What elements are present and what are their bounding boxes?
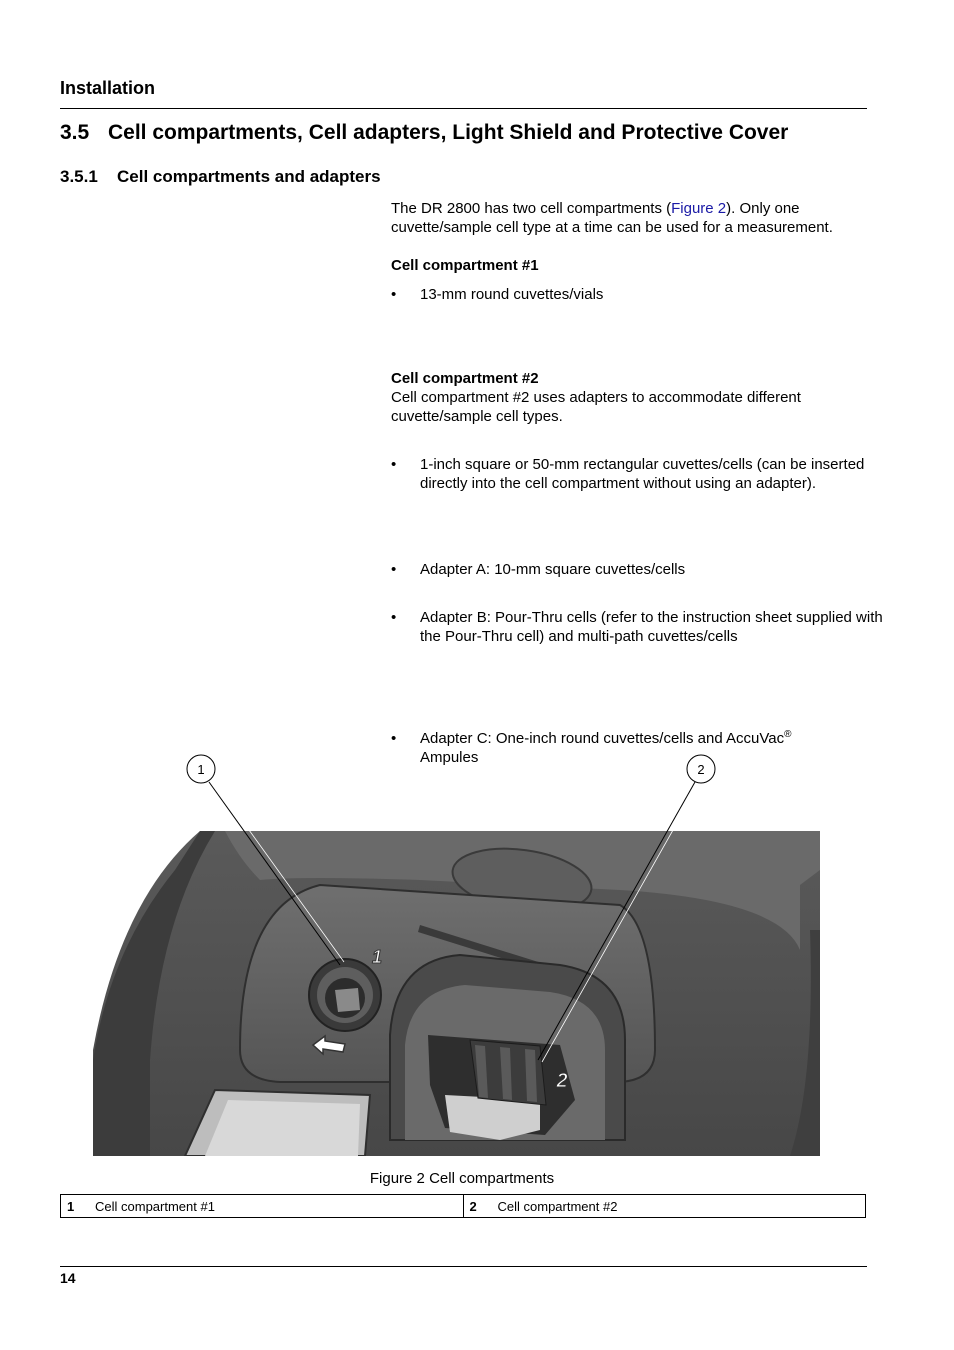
legend-cell xyxy=(61,1195,464,1218)
list-item-text: 1-inch square or 50-mm rectangular cuvettes/cells (can be inserted directly into the cell compartment without using an adapter). xyxy=(420,456,865,492)
heading-3-5-number: 3.5 xyxy=(60,121,90,144)
compartment1-heading: Cell compartment #1 xyxy=(391,257,539,274)
figure-caption: Figure 2 Cell compartments xyxy=(369,1170,555,1187)
bullet-dot: • xyxy=(391,286,397,303)
compartment2-description: Cell compartment #2 uses adapters to accommodate different cuvette/sample cell types. xyxy=(391,389,801,425)
running-header: Installation xyxy=(60,78,156,98)
compartment2-heading: Cell compartment #2 xyxy=(391,370,539,387)
figure-2-link[interactable]: Figure 2 xyxy=(671,200,727,217)
list-item-text: Adapter A: 10-mm square cuvettes/cells xyxy=(420,561,686,578)
callout-2 xyxy=(687,755,715,783)
bullet-dot: • xyxy=(391,730,397,747)
legend-text: Cell compartment #1 xyxy=(95,1198,215,1214)
bullet-dot: • xyxy=(391,609,397,626)
legend-number: 2 xyxy=(469,1198,477,1214)
callout-1 xyxy=(187,755,215,783)
registered-mark: ® xyxy=(784,729,792,740)
intro-text-before: The DR 2800 has two cell compartments ( xyxy=(391,200,672,217)
legend-text: Cell compartment #2 xyxy=(497,1198,618,1214)
callout-1-label: 1 xyxy=(197,762,205,777)
heading-3-5-title: Cell compartments, Cell adapters, Light Shield and Protective Cover xyxy=(108,121,789,144)
legend-number: 1 xyxy=(67,1198,75,1214)
figure-legend-table xyxy=(60,1194,866,1218)
instrument-photo xyxy=(93,831,820,1156)
bullet-dot: • xyxy=(391,456,397,473)
device-label-1: 1 xyxy=(371,947,383,967)
intro-text-after: ). Only one cuvette/sample cell type at a time can be used for a measurement. xyxy=(391,200,833,236)
heading-3-5-1-title: Cell compartments and adapters xyxy=(117,167,381,186)
heading-3-5-1-number: 3.5.1 xyxy=(60,167,98,186)
legend-cell xyxy=(463,1195,866,1218)
list-item-text: Adapter C: One-inch round cuvettes/cells and AccuVac xyxy=(420,730,785,747)
list-item-text: Adapter B: Pour-Thru cells (refer to the instruction sheet supplied with the Pour-Thru cell) and multi-path cuvettes/cells xyxy=(420,609,883,645)
footer-rule xyxy=(60,1266,867,1267)
list-item-text-tail: Ampules xyxy=(420,749,479,766)
page-number: 14 xyxy=(60,1270,76,1286)
list-item-text: 13-mm round cuvettes/vials xyxy=(420,286,604,303)
device-label-2: 2 xyxy=(556,1070,568,1092)
bullet-dot: • xyxy=(391,561,397,578)
table-row xyxy=(61,1195,866,1218)
callout-2-label: 2 xyxy=(697,762,705,777)
